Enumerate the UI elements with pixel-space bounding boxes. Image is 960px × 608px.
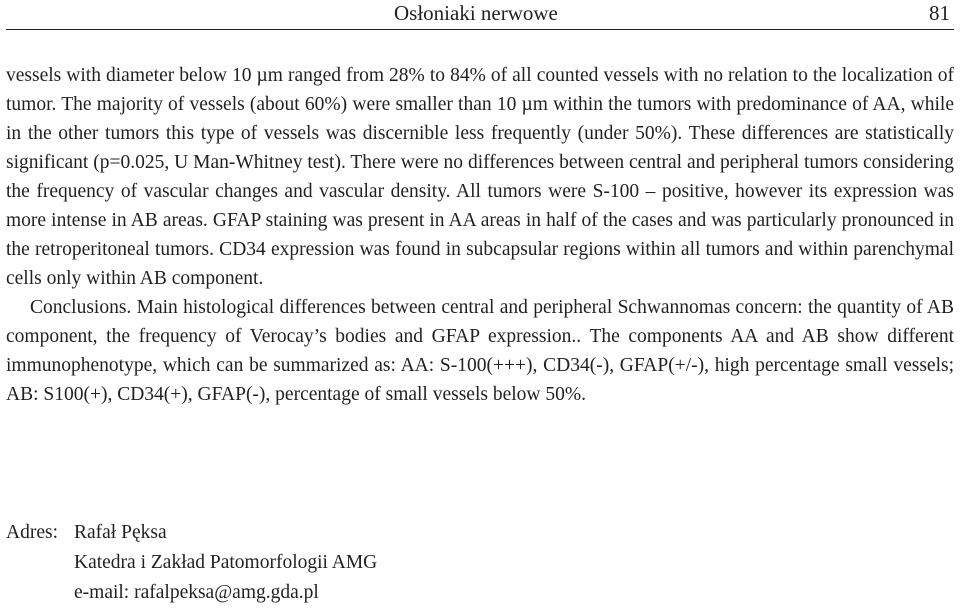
address-block [6, 518, 377, 608]
address-label: Adres: [6, 522, 58, 543]
conclusions-paragraph: Conclusions. Main histological differences between central and peripheral Schwannomas concern: the quantity of AB component, the frequency of Verocay’s bodies and GFAP expression.. The components AA and AB show different immunophenotype, which can be summarized as: AA: S-100(+++), CD34(-), GFAP(+/-), high percentage small vessels; AB: S100(+), CD34(+), GFAP(-), percentage of small vessels below 50%. [6, 297, 954, 405]
address-name-row [6, 518, 377, 548]
running-header [6, 0, 954, 30]
author-name: Rafał Pęksa [74, 522, 167, 543]
address-email-row [6, 578, 377, 608]
results-text-part2: There were no differences between central and peripheral tumors considering the frequency of vascular changes and vascular density. All tumors were S-100 – positive, however its expression was more intense in AB areas. GFAP staining was present in AA areas in half of the cases and was particularly pronounced in the retroperitoneal tumors. CD34 expression was found in subcapsular regions within all tumors and within parenchymal cells only within AB component. [6, 152, 954, 289]
email-address: e-mail: rafalpeksa@amg.gda.pl [74, 582, 319, 603]
body-text [6, 61, 954, 409]
address-department-row [6, 548, 377, 578]
department-name: Katedra i Zakład Patomorfologii AMG [74, 552, 378, 573]
results-paragraph [6, 61, 954, 293]
header-title: Osłoniaki nerwowe [394, 1, 558, 25]
page-number: 81 [929, 1, 950, 25]
results-text-part1: vessels with diameter below 10 µm ranged from 28% to 84% of all counted vessels with no relation to the localization of tumor. The majority of vessels (about 60%) were smaller than 10 µm within the tumors with predominance of AA, while in the other tumors this type of vessels was discernible less frequently (under 50%). These differences are statistically significant (p=0.025, U Man-Whitney test). [6, 65, 954, 173]
